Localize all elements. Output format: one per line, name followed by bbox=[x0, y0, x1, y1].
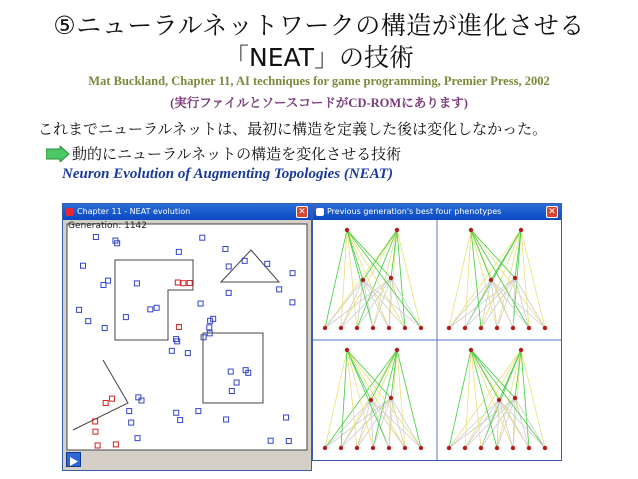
neuron-node bbox=[395, 348, 399, 352]
network-link bbox=[449, 400, 499, 448]
slide-title-line2: 「NEAT」の技術 bbox=[224, 43, 414, 72]
app-icon bbox=[316, 208, 324, 216]
neuron-node bbox=[513, 396, 517, 400]
neuron-node bbox=[495, 446, 499, 450]
statement-text: これまでニューラルネットは、最初に構造を定義した後は変化しなかった。 bbox=[38, 120, 548, 138]
app-icon bbox=[66, 208, 74, 216]
network-link bbox=[373, 398, 391, 448]
neuron-node bbox=[543, 446, 547, 450]
network-link bbox=[347, 230, 389, 328]
neuron-node bbox=[361, 278, 365, 282]
network-link bbox=[363, 280, 405, 328]
neuron-node bbox=[419, 326, 423, 330]
neuron-node bbox=[387, 446, 391, 450]
neuron-node bbox=[479, 446, 483, 450]
neuron-node bbox=[495, 326, 499, 330]
neuron-node bbox=[419, 446, 423, 450]
neuron-node bbox=[447, 326, 451, 330]
sweeper-arena bbox=[63, 220, 311, 470]
generation-counter: Generation: 1142 bbox=[68, 221, 148, 231]
network-link bbox=[347, 350, 421, 448]
network-link bbox=[471, 230, 545, 328]
network-link bbox=[391, 278, 421, 328]
neuron-node bbox=[511, 446, 515, 450]
neuron-node bbox=[355, 326, 359, 330]
cdrom-note: (実行ファイルとソースコードがCD-ROMにあります) bbox=[170, 96, 468, 110]
network-link bbox=[471, 230, 491, 280]
neuron-node bbox=[395, 228, 399, 232]
neuron-node bbox=[387, 326, 391, 330]
neuron-node bbox=[513, 276, 517, 280]
network-link bbox=[471, 350, 545, 448]
pheno-window-title: Previous generation's best four phenotypes bbox=[327, 207, 502, 216]
network-graphs bbox=[323, 228, 547, 450]
neuron-node bbox=[345, 228, 349, 232]
neuron-node bbox=[463, 326, 467, 330]
close-icon[interactable]: ✕ bbox=[546, 206, 558, 218]
neuron-node bbox=[469, 228, 473, 232]
network-link bbox=[471, 350, 513, 448]
neat-evolution-window bbox=[62, 203, 312, 471]
slide-title-line1: ⑤ニューラルネットワークの構造が進化させる bbox=[53, 11, 585, 40]
network-link bbox=[481, 400, 499, 448]
close-icon[interactable]: ✕ bbox=[296, 206, 308, 218]
neuron-node bbox=[447, 446, 451, 450]
neuron-node bbox=[371, 326, 375, 330]
network-link bbox=[515, 398, 545, 448]
phenotype-networks bbox=[313, 220, 561, 460]
right-arrow-icon bbox=[46, 146, 70, 162]
neuron-node bbox=[527, 446, 531, 450]
sim-titlebar[interactable] bbox=[63, 204, 311, 220]
network-link bbox=[465, 400, 499, 448]
network-link bbox=[515, 278, 545, 328]
network-link bbox=[497, 278, 515, 328]
play-button[interactable] bbox=[66, 452, 81, 467]
neuron-node bbox=[389, 396, 393, 400]
play-icon bbox=[67, 455, 80, 468]
network-link bbox=[347, 350, 371, 400]
network-link bbox=[465, 280, 491, 328]
neuron-node bbox=[519, 228, 523, 232]
neuron-node bbox=[527, 326, 531, 330]
neuron-node bbox=[519, 348, 523, 352]
neuron-node bbox=[403, 446, 407, 450]
network-link bbox=[449, 280, 491, 328]
neuron-node bbox=[543, 326, 547, 330]
neuron-node bbox=[389, 276, 393, 280]
neuron-node bbox=[497, 398, 501, 402]
network-link bbox=[347, 230, 421, 328]
neuron-node bbox=[371, 446, 375, 450]
network-link bbox=[371, 350, 397, 400]
neuron-node bbox=[355, 446, 359, 450]
pheno-titlebar[interactable] bbox=[313, 204, 561, 220]
neuron-node bbox=[345, 348, 349, 352]
neuron-node bbox=[489, 278, 493, 282]
neuron-node bbox=[463, 446, 467, 450]
neuron-node bbox=[339, 326, 343, 330]
neuron-node bbox=[323, 326, 327, 330]
neat-full-name: Neuron Evolution of Augmenting Topologies (NEAT) bbox=[62, 166, 394, 182]
neuron-node bbox=[511, 326, 515, 330]
neuron-node bbox=[369, 398, 373, 402]
neuron-node bbox=[403, 326, 407, 330]
book-citation: Mat Buckland, Chapter 11, AI techniques for game programming, Premier Press, 2002 bbox=[88, 74, 550, 88]
network-link bbox=[347, 350, 389, 448]
network-link bbox=[491, 230, 521, 280]
neuron-node bbox=[323, 446, 327, 450]
neuron-node bbox=[339, 446, 343, 450]
bullet-text: 動的にニューラルネットの構造を変化させる技術 bbox=[72, 145, 402, 163]
phenotypes-window bbox=[312, 203, 562, 461]
sim-window-title: Chapter 11 - NEAT evolution bbox=[77, 207, 191, 216]
neuron-node bbox=[469, 348, 473, 352]
neuron-node bbox=[479, 326, 483, 330]
